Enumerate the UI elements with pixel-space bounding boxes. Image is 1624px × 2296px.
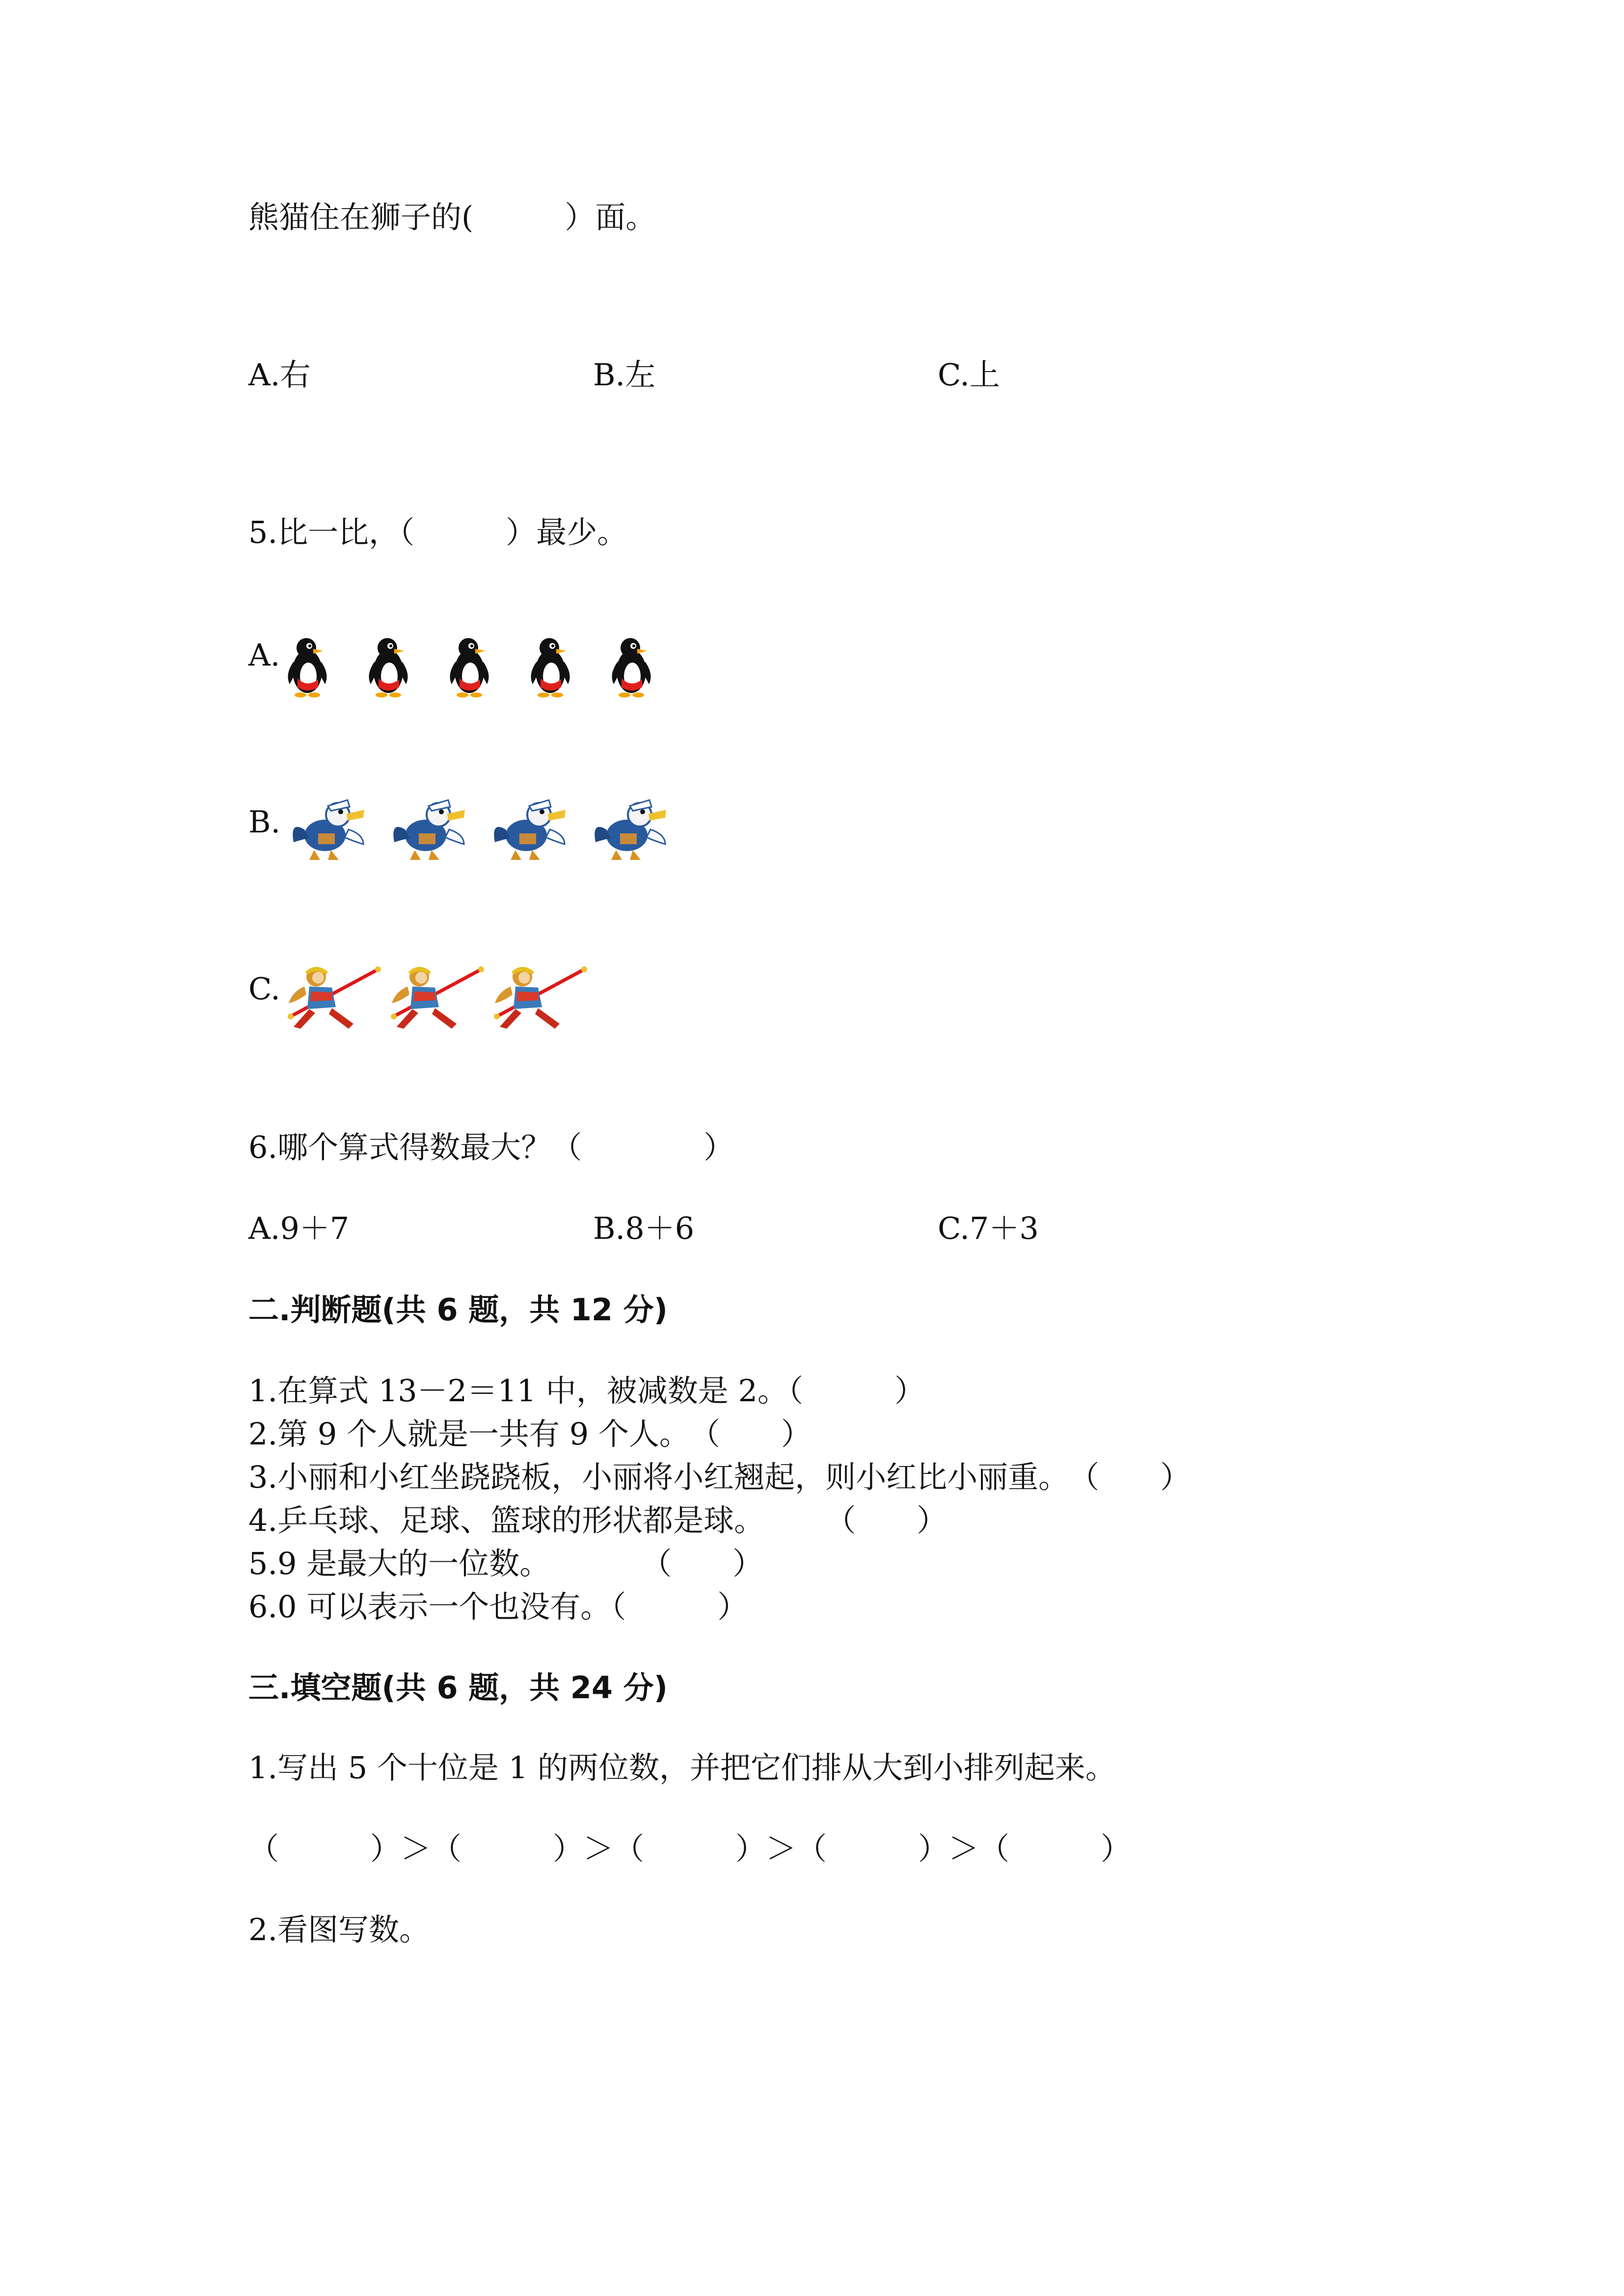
q4-option-b: B.左 <box>593 357 656 393</box>
judge-item-3: 3.小丽和小红坐跷跷板，小丽将小红翘起，则小红比小丽重。 （ ） <box>248 1459 1191 1495</box>
q5-option-a-label: A. <box>248 637 280 673</box>
q5-option-c-label: C. <box>248 971 280 1007</box>
duck-icon <box>592 795 670 864</box>
monkey-icon <box>491 962 589 1031</box>
duck-icon <box>290 795 368 864</box>
q6-stem: 6.哪个算式得数最大？（ ） <box>248 1129 734 1165</box>
penguin-icon <box>607 633 656 702</box>
section3-heading: 三.填空题(共 6 题，共 24 分) <box>248 1670 668 1706</box>
fill-q2: 2.看图写数。 <box>248 1912 430 1948</box>
q4-stem: 熊猫住在狮子的( ）面。 <box>248 199 656 235</box>
judge-item-5: 5.9 是最大的一位数。 （ ） <box>248 1546 763 1581</box>
q5-option-c-pictures <box>285 962 599 1036</box>
judge-item-6: 6.0 可以表示一个也没有。（ ） <box>248 1589 748 1625</box>
duck-icon <box>491 795 569 864</box>
penguin-icon <box>526 633 575 702</box>
fill-q1-blanks: （ ）＞（ ）＞（ ）＞（ ）＞（ ） <box>248 1831 1132 1867</box>
monkey-icon <box>388 962 486 1031</box>
q6-option-b: B.8＋6 <box>593 1210 695 1246</box>
q6-option-a: A.9＋7 <box>248 1210 350 1246</box>
penguin-icon <box>445 633 494 702</box>
duck-icon <box>390 795 469 864</box>
fill-q1: 1.写出 5 个十位是 1 的两位数，并把它们排从大到小排列起来。 <box>248 1750 1116 1786</box>
judge-item-4: 4.乒乓球、足球、篮球的形状都是球。 （ ） <box>248 1502 947 1538</box>
q4-option-c: C.上 <box>938 357 1000 393</box>
section2-heading: 二.判断题(共 6 题，共 12 分) <box>248 1292 668 1328</box>
monkey-icon <box>285 962 383 1031</box>
q6-option-c: C.7＋3 <box>938 1210 1039 1246</box>
judge-item-2: 2.第 9 个人就是一共有 9 个人。 （ ） <box>248 1416 812 1452</box>
q5-stem: 5.比一比，（ ）最少。 <box>248 514 628 550</box>
q4-option-a: A.右 <box>248 357 311 393</box>
judge-item-1: 1.在算式 13－2＝11 中，被减数是 2。（ ） <box>248 1373 925 1409</box>
q5-option-a-pictures <box>283 633 666 707</box>
penguin-icon <box>283 633 332 702</box>
q5-option-b-label: B. <box>248 804 281 840</box>
q5-option-b-pictures <box>290 795 692 869</box>
penguin-icon <box>364 633 413 702</box>
